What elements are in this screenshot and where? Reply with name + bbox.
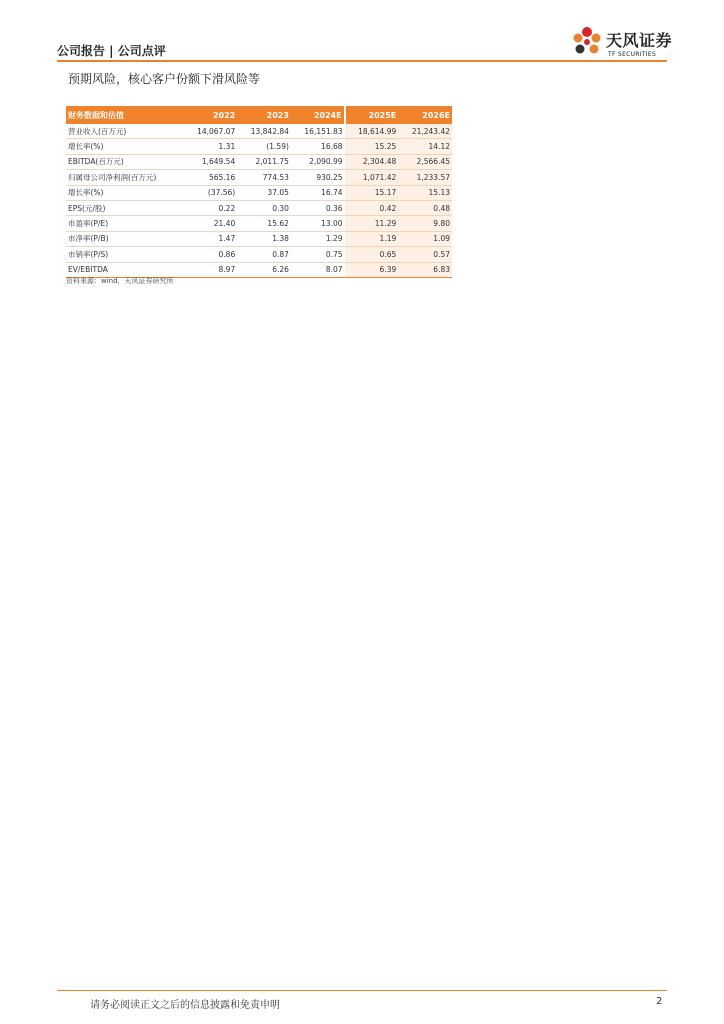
row-label: 营业收入(百万元) bbox=[66, 124, 184, 139]
table-header-label: 财务数据和估值 bbox=[66, 106, 184, 124]
table-cell: 13.00 bbox=[291, 216, 345, 231]
table-cell: 0.86 bbox=[184, 247, 238, 262]
logo-english-name: TF SECURITIES bbox=[608, 51, 657, 58]
table-header-year: 2025E bbox=[345, 106, 399, 124]
table-cell: 2,304.48 bbox=[345, 154, 399, 169]
table-cell: 16.74 bbox=[291, 185, 345, 200]
row-label: 市销率(P/S) bbox=[66, 247, 184, 262]
table-cell: 6.83 bbox=[398, 262, 452, 277]
table-row bbox=[66, 247, 452, 262]
table-cell: 1.31 bbox=[184, 139, 238, 154]
table-header-row bbox=[66, 106, 452, 124]
table-cell: 8.07 bbox=[291, 262, 345, 277]
table-cell: 1,649.54 bbox=[184, 154, 238, 169]
table-row bbox=[66, 185, 452, 200]
page-number: 2 bbox=[656, 996, 663, 1007]
table-row bbox=[66, 200, 452, 215]
table-header-year: 2026E bbox=[398, 106, 452, 124]
table-row bbox=[66, 154, 452, 169]
row-label: EV/EBITDA bbox=[66, 262, 184, 277]
table-cell: 0.65 bbox=[345, 247, 399, 262]
table-cell: 15.25 bbox=[345, 139, 399, 154]
table-cell: 565.16 bbox=[184, 170, 238, 185]
table-cell: 0.75 bbox=[291, 247, 345, 262]
table-cell: 0.42 bbox=[345, 200, 399, 215]
row-label: 增长率(%) bbox=[66, 185, 184, 200]
table-cell: 0.22 bbox=[184, 200, 238, 215]
table-cell: 15.17 bbox=[345, 185, 399, 200]
disclaimer-text: 请务必阅读正文之后的信息披露和免责申明 bbox=[90, 1000, 280, 1011]
footer-divider bbox=[57, 990, 667, 991]
row-label: EBITDA(百万元) bbox=[66, 154, 184, 169]
table-cell: 6.26 bbox=[237, 262, 291, 277]
table-cell: 11.29 bbox=[345, 216, 399, 231]
report-type-label: 公司报告 | 公司点评 bbox=[57, 44, 166, 58]
financial-data-table bbox=[66, 106, 452, 278]
flower-logo-icon bbox=[570, 24, 604, 60]
row-label: 增长率(%) bbox=[66, 139, 184, 154]
data-source-note: 资料来源：wind，天风证券研究所 bbox=[66, 277, 174, 285]
table-cell: (1.59) bbox=[237, 139, 291, 154]
table-cell: 8.97 bbox=[184, 262, 238, 277]
table-row bbox=[66, 216, 452, 231]
section-title: 预期风险，核心客户份额下滑风险等 bbox=[68, 72, 261, 86]
table-cell: 6.39 bbox=[345, 262, 399, 277]
table-header-year: 2022 bbox=[184, 106, 238, 124]
table-cell: 21.40 bbox=[184, 216, 238, 231]
table-cell: 16.68 bbox=[291, 139, 345, 154]
table-header-year: 2024E bbox=[291, 106, 345, 124]
table-row bbox=[66, 139, 452, 154]
table-cell: 0.57 bbox=[398, 247, 452, 262]
table-cell: 21,243.42 bbox=[398, 124, 452, 139]
table-cell: 0.30 bbox=[237, 200, 291, 215]
table-cell: 1.38 bbox=[237, 231, 291, 246]
table-cell: 1,233.57 bbox=[398, 170, 452, 185]
table-cell: 1.19 bbox=[345, 231, 399, 246]
table-cell: 1.47 bbox=[184, 231, 238, 246]
table-cell: 16,151.83 bbox=[291, 124, 345, 139]
row-label: 市净率(P/B) bbox=[66, 231, 184, 246]
table-cell: 1.29 bbox=[291, 231, 345, 246]
table-cell: 0.48 bbox=[398, 200, 452, 215]
table-row bbox=[66, 170, 452, 185]
table-cell: 1,071.42 bbox=[345, 170, 399, 185]
table-cell: 13,842.84 bbox=[237, 124, 291, 139]
row-label: EPS(元/股) bbox=[66, 200, 184, 215]
header-divider bbox=[57, 60, 667, 62]
table-cell: 774.53 bbox=[237, 170, 291, 185]
table-cell: 0.36 bbox=[291, 200, 345, 215]
table-cell: 2,011.75 bbox=[237, 154, 291, 169]
table-cell: 0.87 bbox=[237, 247, 291, 262]
table-cell: 9.80 bbox=[398, 216, 452, 231]
table-cell: 15.62 bbox=[237, 216, 291, 231]
table-row bbox=[66, 124, 452, 139]
table-cell: 1.09 bbox=[398, 231, 452, 246]
table-row bbox=[66, 231, 452, 246]
table-cell: (37.56) bbox=[184, 185, 238, 200]
table-cell: 930.25 bbox=[291, 170, 345, 185]
table-header-year: 2023 bbox=[237, 106, 291, 124]
table-cell: 14.12 bbox=[398, 139, 452, 154]
row-label: 归属母公司净利润(百万元) bbox=[66, 170, 184, 185]
table-cell: 2,090.99 bbox=[291, 154, 345, 169]
table-cell: 2,566.45 bbox=[398, 154, 452, 169]
table-cell: 14,067.07 bbox=[184, 124, 238, 139]
table-cell: 15.13 bbox=[398, 185, 452, 200]
logo-chinese-name: 天风证券 bbox=[606, 31, 673, 50]
row-label: 市盈率(P/E) bbox=[66, 216, 184, 231]
table-cell: 37.05 bbox=[237, 185, 291, 200]
table-cell: 18,614.99 bbox=[345, 124, 399, 139]
company-logo bbox=[570, 24, 680, 60]
